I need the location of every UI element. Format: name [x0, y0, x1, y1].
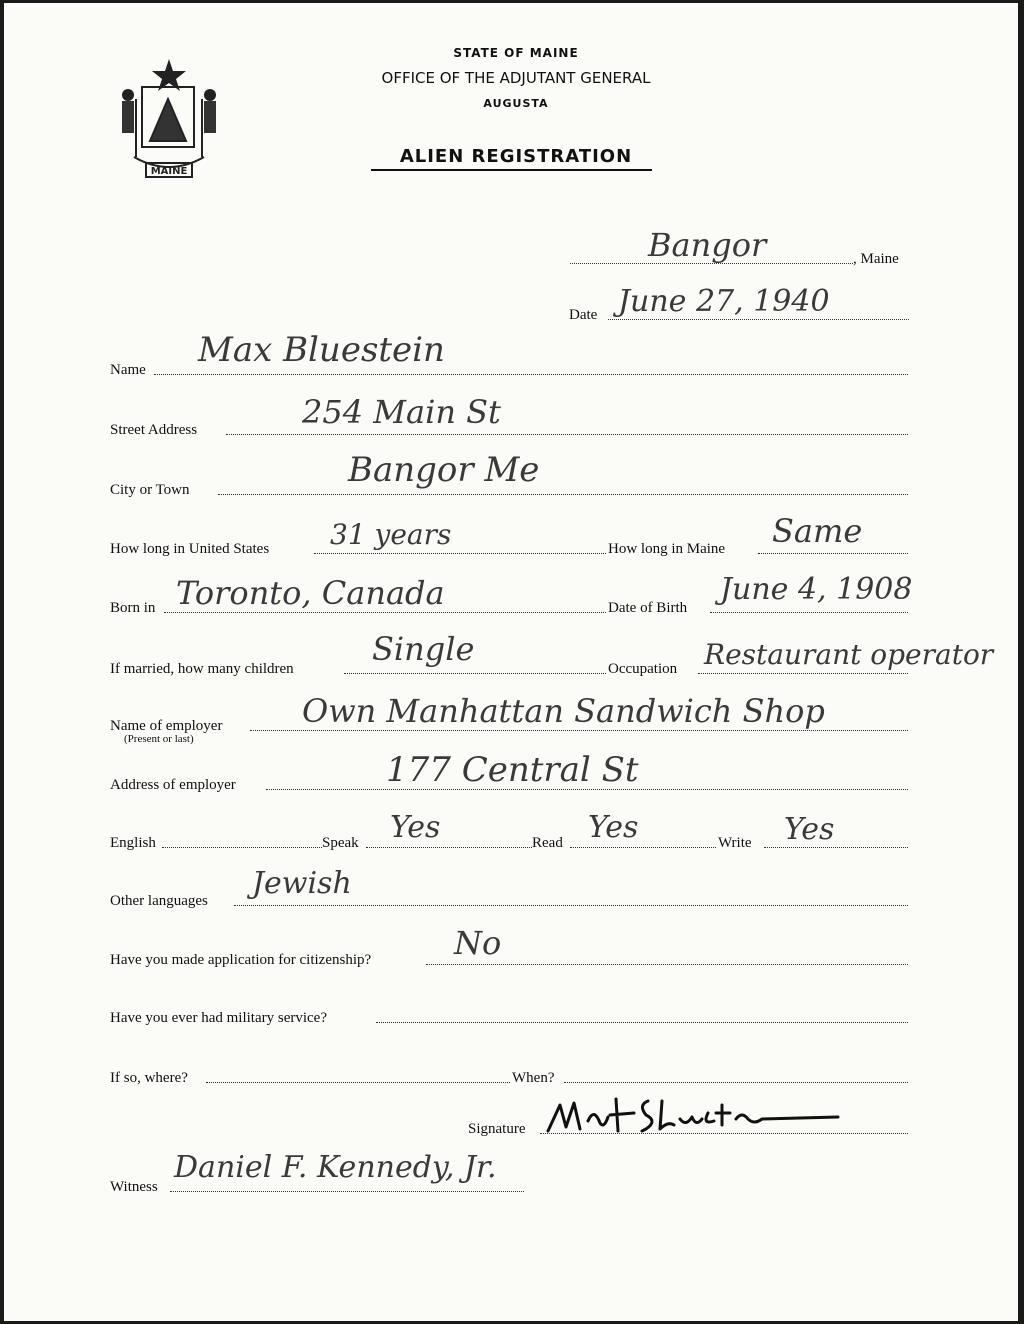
date-line [608, 319, 909, 320]
employer-sublabel: (Present or last) [124, 733, 194, 745]
children-line [344, 673, 606, 674]
years-us-label: How long in United States [110, 541, 270, 557]
form-title: ALIEN REGISTRATION [399, 146, 633, 167]
years-maine-line [758, 553, 908, 554]
employer-value: Own Manhattan Sandwich Shop [302, 692, 825, 730]
date-label: Date [569, 307, 598, 323]
read-label: Read [532, 835, 563, 851]
witness-line [170, 1191, 524, 1192]
employer-address-value: 177 Central St [386, 750, 639, 790]
read-value: Yes [588, 810, 639, 845]
citizenship-line [426, 964, 908, 965]
write-value: Yes [784, 812, 835, 847]
occupation-label: Occupation [608, 661, 678, 677]
street-address-value: 254 Main St [302, 393, 501, 431]
languages-label: Other languages [110, 893, 208, 909]
employer-line [250, 730, 908, 731]
birth-date-label: Date of Birth [608, 600, 688, 616]
speak-value: Yes [390, 810, 441, 845]
name-line [154, 374, 908, 375]
applicant-signature [542, 1091, 842, 1147]
street-address-label: Street Address [110, 422, 198, 438]
when-label: When? [512, 1070, 555, 1086]
city-value: Bangor Me [348, 450, 540, 490]
seal-lettering: MAINE [150, 166, 188, 177]
born-in-label: Born in [110, 600, 156, 616]
years-maine-label: How long in Maine [608, 541, 726, 557]
write-label: Write [718, 835, 752, 851]
registration-form [4, 3, 1018, 1321]
occupation-value: Restaurant operator [704, 638, 994, 671]
city-label: City or Town [110, 482, 190, 498]
place-value: Bangor [648, 226, 767, 264]
where-label: If so, where? [110, 1070, 188, 1086]
witness-label: Witness [110, 1179, 158, 1195]
maine-label: , Maine [853, 251, 899, 267]
birth-date-line [710, 612, 908, 613]
english-line [162, 847, 322, 848]
citizenship-value: No [454, 924, 502, 962]
languages-value: Jewish [252, 866, 352, 901]
city-heading: AUGUSTA [483, 97, 549, 110]
write-line [764, 847, 908, 848]
witness-value: Daniel F. Kennedy, Jr. [174, 1150, 497, 1185]
children-label: If married, how many children [110, 661, 294, 677]
when-line [564, 1082, 908, 1083]
occupation-line [698, 673, 908, 674]
citizenship-label: Have you made application for citizenship? [110, 952, 372, 968]
read-line [570, 847, 716, 848]
name-value: Max Bluestein [198, 330, 445, 370]
speak-label: Speak [322, 835, 359, 851]
years-us-line [314, 553, 606, 554]
street-address-line [226, 434, 908, 435]
military-label: Have you ever had military service? [110, 1010, 327, 1026]
military-line [376, 1022, 908, 1023]
title-underline [371, 169, 652, 171]
birth-date-value: June 4, 1908 [720, 572, 913, 607]
date-value: June 27, 1940 [618, 284, 830, 319]
where-line [206, 1082, 510, 1083]
state-heading: STATE OF MAINE [453, 46, 579, 60]
signature-label: Signature [468, 1121, 526, 1137]
office-heading: OFFICE OF THE ADJUTANT GENERAL [381, 69, 651, 87]
employer-address-label: Address of employer [110, 777, 236, 793]
years-us-value: 31 years [330, 518, 452, 551]
speak-line [366, 847, 532, 848]
employer-label: Name of employer [110, 718, 223, 734]
city-line [218, 494, 908, 495]
languages-line [234, 905, 908, 906]
english-label: English [110, 835, 156, 851]
name-label: Name [110, 362, 146, 378]
born-in-line [164, 612, 606, 613]
born-in-value: Toronto, Canada [176, 574, 445, 612]
years-maine-value: Same [772, 512, 863, 550]
children-value: Single [372, 630, 475, 668]
